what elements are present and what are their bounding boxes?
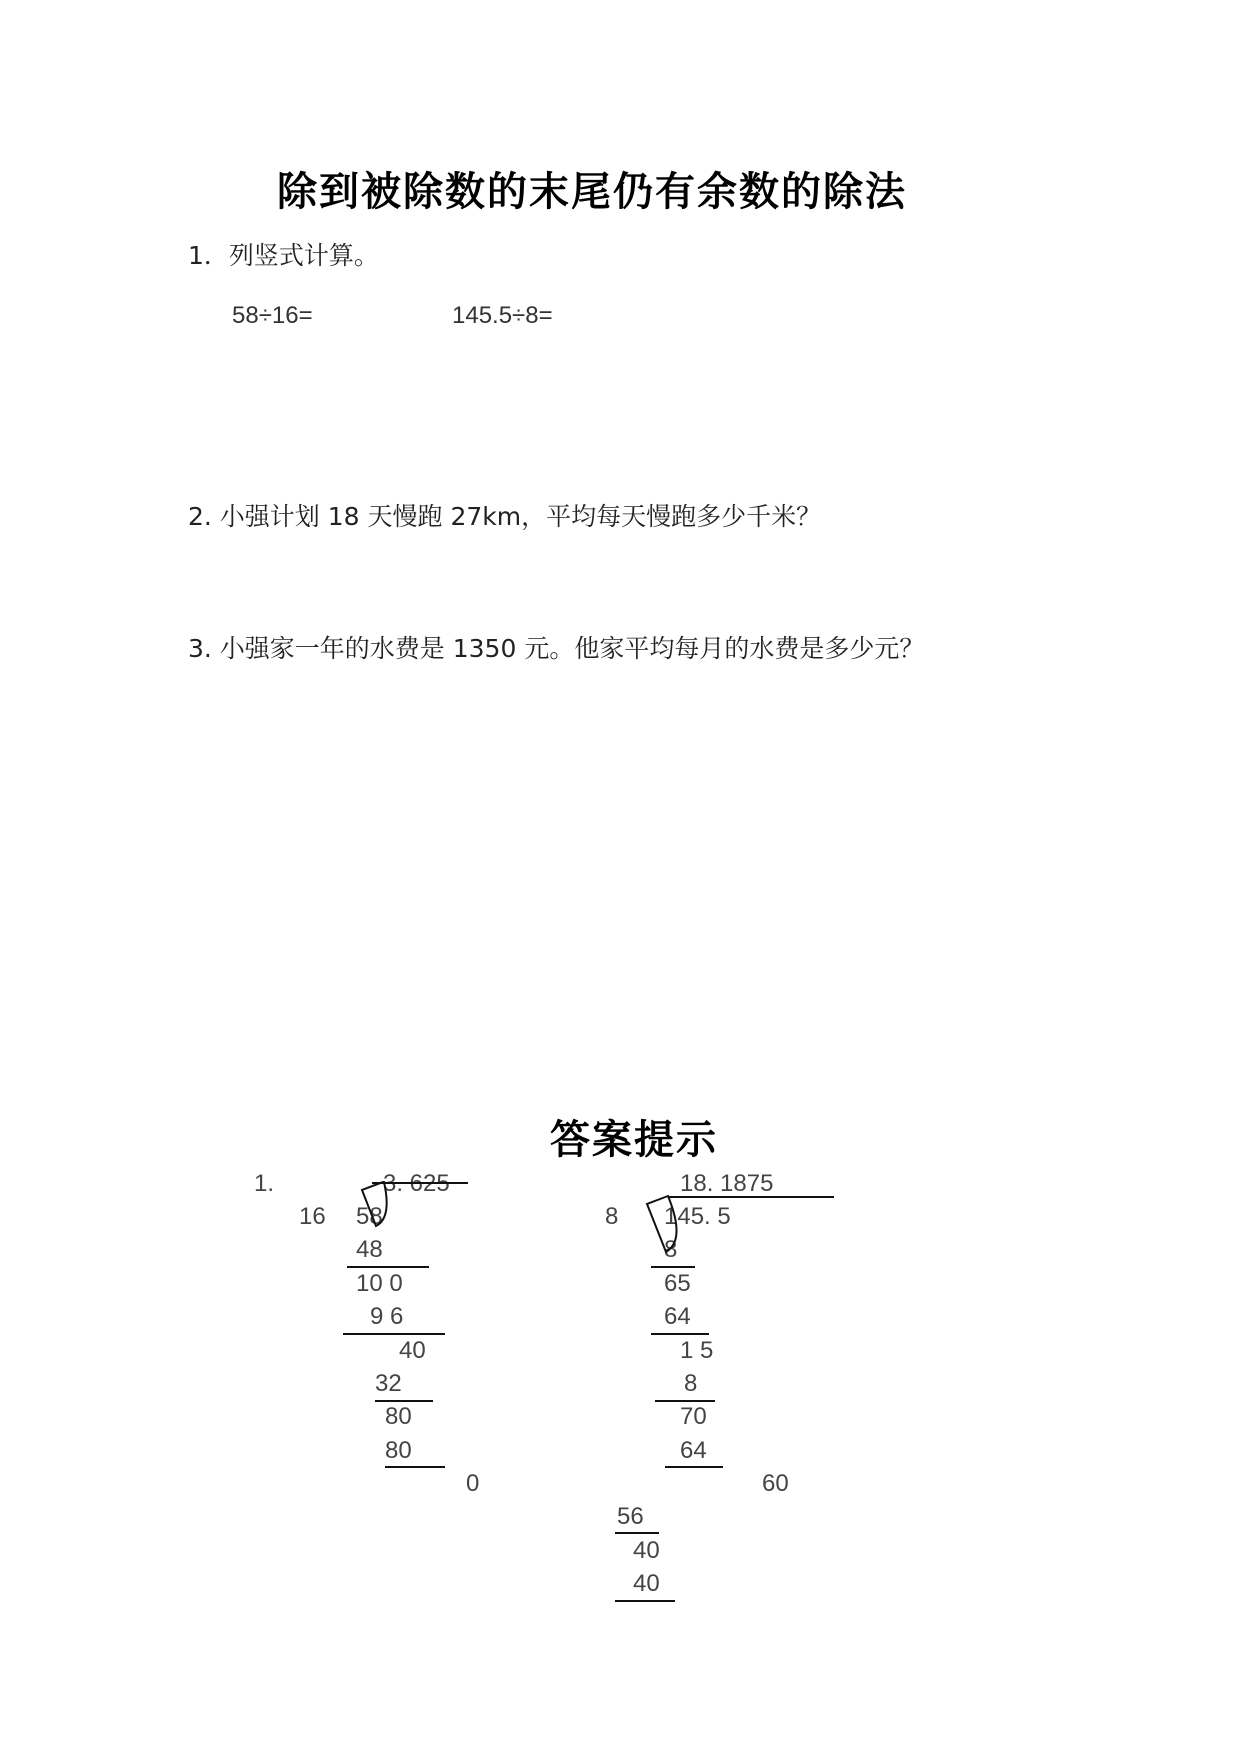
div1-step-line	[343, 1333, 445, 1335]
question-3: 3. 小强家一年的水费是 1350 元。他家平均每月的水费是多少元？	[188, 634, 925, 663]
div1-step: 0	[466, 1470, 480, 1497]
div1-step-line	[385, 1466, 445, 1468]
div2-step-line	[651, 1333, 709, 1335]
answer-number: 1.	[254, 1170, 275, 1197]
div1-step-line	[375, 1400, 433, 1402]
div1-step-line	[347, 1266, 429, 1268]
div2-step: 8	[684, 1370, 698, 1397]
div2-step: 64	[680, 1437, 707, 1464]
div2-step: 56	[617, 1503, 644, 1530]
div2-step: 40	[633, 1537, 660, 1564]
div2-step: 70	[680, 1403, 707, 1430]
page-title: 除到被除数的末尾仍有余数的除法	[277, 169, 907, 215]
div2-step-line	[651, 1266, 695, 1268]
div2-quotient: 18. 1875	[680, 1170, 774, 1197]
div2-step: 1 5	[680, 1337, 714, 1364]
div1-quotient-line	[372, 1182, 468, 1184]
div1-dividend: 58	[356, 1203, 383, 1230]
answers-heading: 答案提示	[550, 1117, 718, 1163]
div2-quotient-line	[668, 1196, 834, 1198]
div1-step: 40	[399, 1337, 426, 1364]
div2-step-line	[615, 1600, 675, 1602]
div2-step: 40	[633, 1570, 660, 1597]
div2-step: 8	[664, 1236, 678, 1263]
div2-step: 64	[664, 1303, 691, 1330]
div1-step: 48	[356, 1236, 383, 1263]
div2-step-line	[655, 1400, 715, 1402]
div1-step: 32	[375, 1370, 402, 1397]
div1-step: 10 0	[356, 1270, 403, 1297]
div2-step: 65	[664, 1270, 691, 1297]
div2-dividend: 145. 5	[664, 1203, 731, 1230]
question-1-expr-1: 58÷16=	[232, 302, 313, 329]
div1-step: 80	[385, 1403, 412, 1430]
div1-quotient: 3. 625	[383, 1170, 450, 1197]
div1-step: 80	[385, 1437, 412, 1464]
question-1-expr-2: 145.5÷8=	[452, 302, 553, 329]
div2-step-line	[615, 1532, 659, 1534]
div1-step: 9 6	[370, 1303, 404, 1330]
question-1-label: 1．列竖式计算。	[188, 241, 379, 270]
div1-divisor: 16	[299, 1203, 326, 1230]
div2-divisor: 8	[605, 1203, 619, 1230]
div2-step-line	[665, 1466, 723, 1468]
div2-step: 60	[762, 1470, 789, 1497]
question-2: 2. 小强计划 18 天慢跑 27km，平均每天慢跑多少千米？	[188, 502, 822, 531]
